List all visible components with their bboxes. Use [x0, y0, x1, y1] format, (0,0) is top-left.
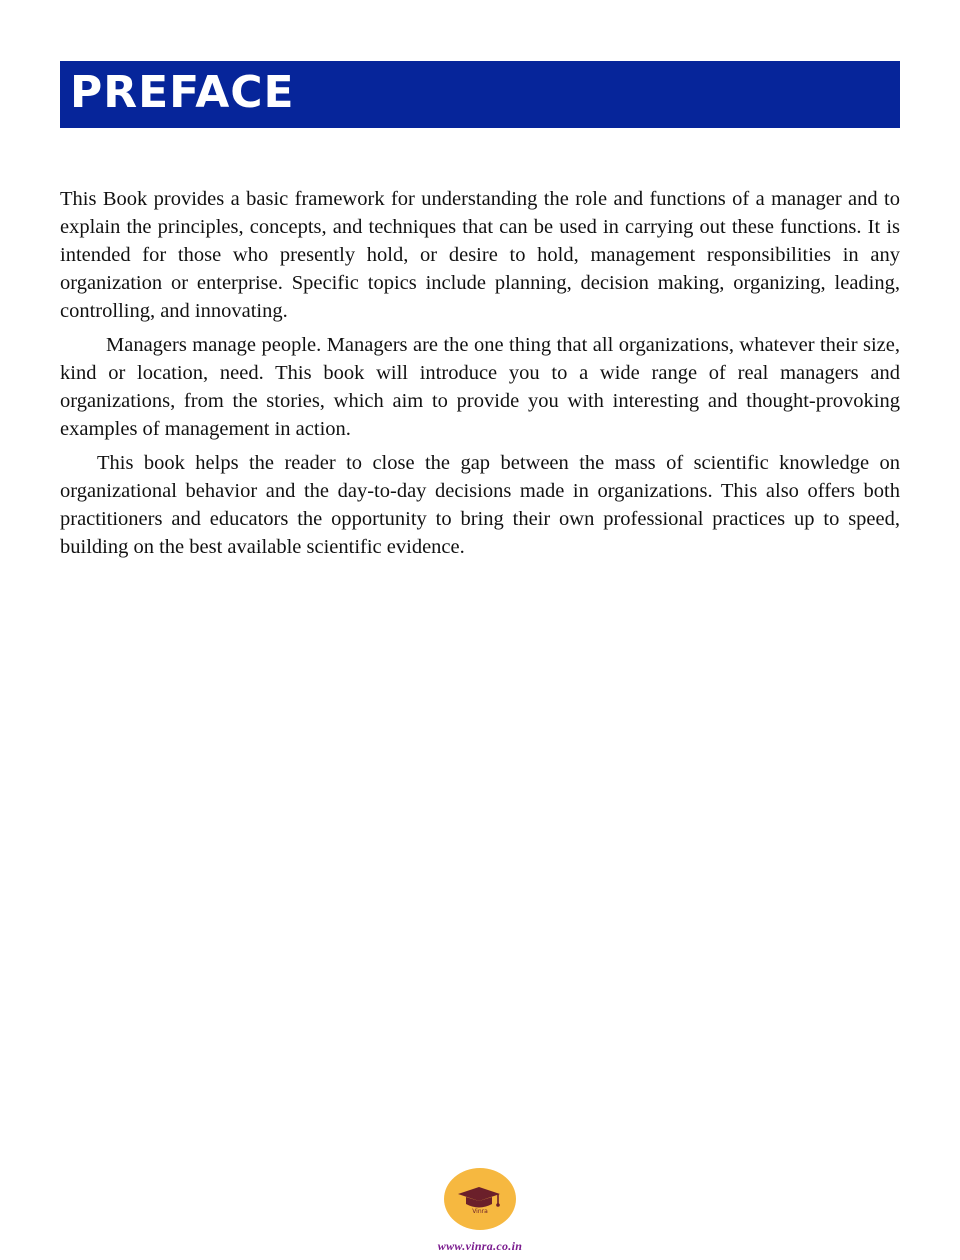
preface-body	[60, 185, 900, 567]
paragraph-3: This book helps the reader to close the gap between the mass of scientific knowledge on organizational behavior and the day-to-day decisions made in organizations. This also offers both practitioners and educators the opportunity to bring their own professional practices up to speed, building on the best available scientific evidence.	[60, 452, 900, 558]
page-title: PREFACE	[70, 67, 295, 118]
publisher-logo	[444, 1168, 516, 1230]
logo-tag: Vinra	[472, 1208, 488, 1215]
paragraph-1: This Book provides a basic framework for understanding the role and functions of a manager and to explain the principles, concepts, and techniques that can be used in carrying out these functions. It is intended for those who presently hold, or desire to hold, management responsibilities in any organization or enterprise. Specific topics include planning, decision making, organizing, leading, controlling, and innovating.	[60, 188, 900, 322]
footer-url[interactable]: www.vinra.co.in	[437, 1239, 523, 1253]
graduation-cap-icon	[444, 1168, 516, 1230]
title-banner	[60, 61, 900, 128]
paragraph-2: Managers manage people. Managers are the one thing that all organizations, whatever their size, kind or location, need. This book will introduce you to a wide range of real managers and organizations, from the stories, which aim to provide you with interesting and thought-provoking examples of management in action.	[60, 334, 900, 440]
